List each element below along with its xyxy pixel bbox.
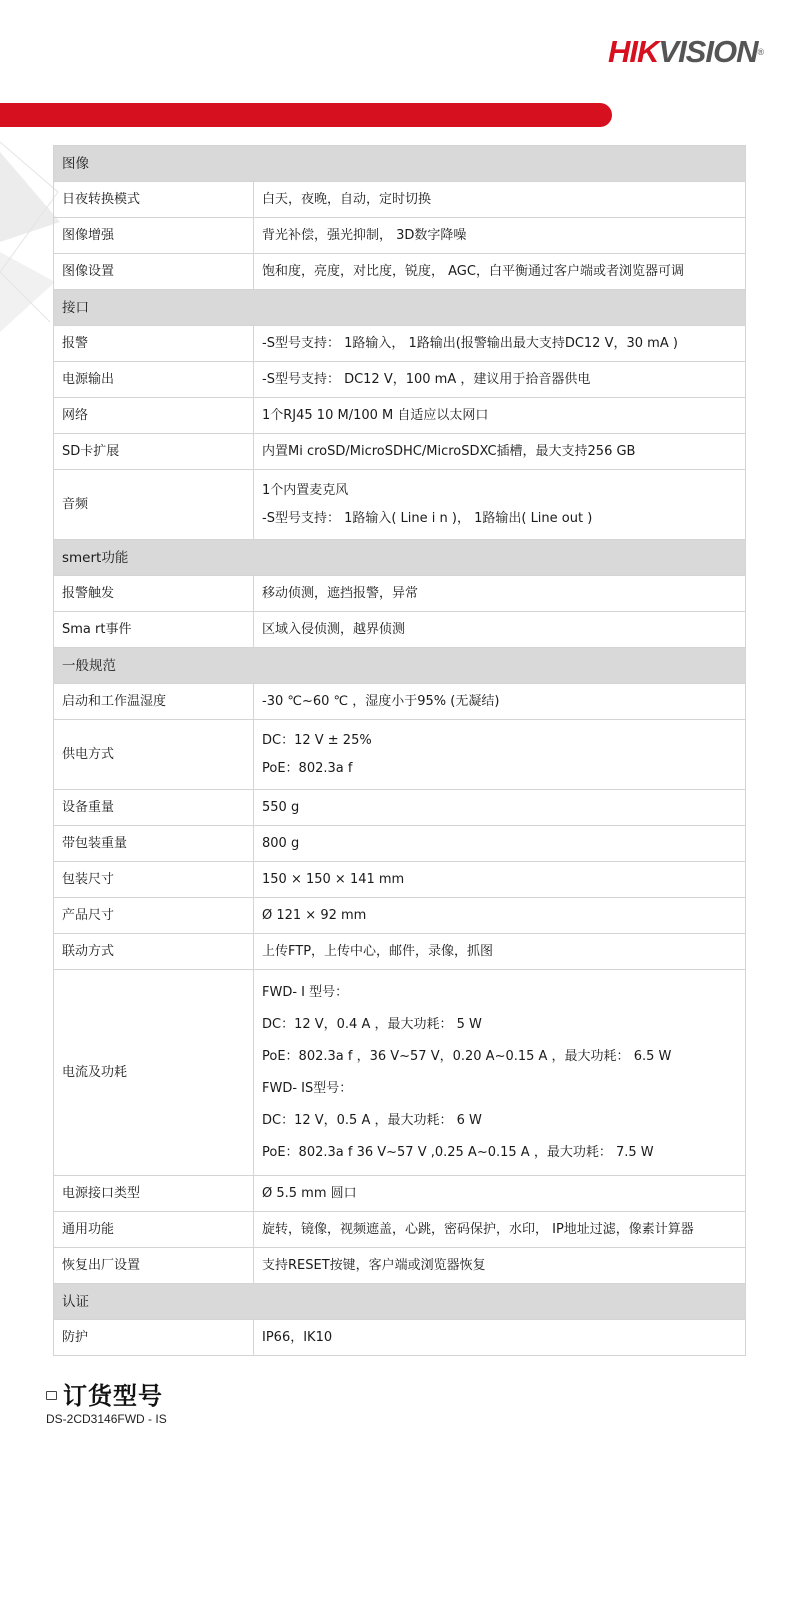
section-title: smert功能: [54, 540, 746, 576]
spec-value-line: FWD- I 型号：: [262, 984, 349, 1000]
spec-label: 电流及功耗: [54, 970, 254, 1176]
spec-label: 图像设置: [54, 254, 254, 290]
spec-label: 防护: [54, 1320, 254, 1356]
spec-value: [254, 362, 746, 398]
spec-label: SD卡扩展: [54, 434, 254, 470]
spec-row: [54, 218, 746, 254]
spec-value-line: -S型号支持： DC12 V，100 mA ，建议用于拾音器供电: [262, 371, 591, 387]
section-header: [54, 540, 746, 576]
spec-value-line: -S型号支持： 1路输入( Line i n )， 1路输出( Line out ): [262, 510, 593, 526]
spec-value-line: 背光补偿，强光抑制， 3D数字降噪: [262, 227, 467, 243]
folder-icon: [46, 1391, 57, 1400]
spec-label: 启动和工作温湿度: [54, 684, 254, 720]
spec-value: [254, 1248, 746, 1284]
spec-value-line: 移动侦测，遮挡报警，异常: [262, 585, 419, 601]
spec-value-line: 550 g: [262, 799, 300, 815]
spec-value-line: -30 ℃~60 ℃ ，湿度小于95% (无凝结): [262, 693, 500, 709]
spec-value: [254, 254, 746, 290]
spec-label: 产品尺寸: [54, 898, 254, 934]
spec-value: [254, 898, 746, 934]
spec-value: [254, 1176, 746, 1212]
spec-value: [254, 1320, 746, 1356]
spec-value: [254, 970, 746, 1176]
spec-value: [254, 862, 746, 898]
spec-value-line: DC：12 V，0.5 A ，最大功耗： 6 W: [262, 1112, 482, 1128]
spec-row: [54, 1176, 746, 1212]
spec-label: 图像增强: [54, 218, 254, 254]
spec-value: [254, 434, 746, 470]
spec-value: [254, 826, 746, 862]
spec-value: [254, 934, 746, 970]
spec-row: [54, 182, 746, 218]
hikvision-logo: HIKVISION®: [608, 34, 764, 69]
spec-label: 联动方式: [54, 934, 254, 970]
spec-value-line: Ø 5.5 mm 圆口: [262, 1185, 357, 1201]
spec-value: [254, 218, 746, 254]
spec-row: [54, 790, 746, 826]
spec-value: [254, 1212, 746, 1248]
spec-value-line: 旋转，镜像，视频遮盖，心跳，密码保护，水印， IP地址过滤，像素计算器: [262, 1221, 694, 1237]
decorative-pattern: [0, 132, 60, 362]
spec-row: [54, 434, 746, 470]
spec-label: 通用功能: [54, 1212, 254, 1248]
section-header: [54, 648, 746, 684]
spec-row: [54, 720, 746, 790]
spec-value-line: FWD- IS型号：: [262, 1080, 353, 1096]
spec-value-line: 150 × 150 × 141 mm: [262, 871, 405, 887]
spec-row: [54, 970, 746, 1176]
spec-value: [254, 612, 746, 648]
spec-value-line: 1个内置麦克风: [262, 482, 349, 498]
spec-row: [54, 362, 746, 398]
spec-row: [54, 1248, 746, 1284]
spec-row: [54, 470, 746, 540]
spec-row: [54, 862, 746, 898]
spec-value-line: PoE：802.3a f ，36 V~57 V，0.20 A~0.15 A ，最大功耗： 6.5 W: [262, 1048, 672, 1064]
spec-value-line: PoE：802.3a f: [262, 760, 353, 776]
spec-row: [54, 576, 746, 612]
spec-value-line: PoE：802.3a f 36 V~57 V ,0.25 A~0.15 A ，最大功耗： 7.5 W: [262, 1144, 654, 1160]
spec-row: [54, 1320, 746, 1356]
spec-label: 电源输出: [54, 362, 254, 398]
spec-value: [254, 326, 746, 362]
spec-value-line: 内置Mi croSD/MicroSDHC/MicroSDXC插槽，最大支持256 GB: [262, 443, 636, 459]
spec-row: [54, 1212, 746, 1248]
spec-value-line: 上传FTP，上传中心，邮件，录像，抓图: [262, 943, 494, 959]
spec-value-line: 区域入侵侦测，越界侦测: [262, 621, 406, 637]
spec-value: [254, 576, 746, 612]
spec-table: [53, 145, 746, 1356]
order-header: [46, 1376, 163, 1410]
spec-value-line: 饱和度，亮度，对比度，锐度， AGC，白平衡通过客户端或者浏览器可调: [262, 263, 684, 279]
spec-label: 带包装重量: [54, 826, 254, 862]
spec-label: 音频: [54, 470, 254, 540]
header-red-bar: [0, 103, 612, 127]
spec-row: [54, 898, 746, 934]
spec-value: [254, 182, 746, 218]
order-title: 订货型号: [63, 1381, 163, 1410]
spec-row: [54, 254, 746, 290]
section-header: [54, 290, 746, 326]
spec-label: 报警触发: [54, 576, 254, 612]
spec-row: [54, 326, 746, 362]
spec-row: [54, 934, 746, 970]
spec-value-line: -S型号支持： 1路输入， 1路输出(报警输出最大支持DC12 V，30 mA ): [262, 335, 678, 351]
spec-value: [254, 470, 746, 540]
section-title: 图像: [54, 146, 746, 182]
spec-label: 设备重量: [54, 790, 254, 826]
spec-value: [254, 720, 746, 790]
spec-value-line: DC：12 V ± 25%: [262, 732, 372, 748]
spec-label: 电源接口类型: [54, 1176, 254, 1212]
spec-label: 日夜转换模式: [54, 182, 254, 218]
order-model-number: DS-2CD3146FWD - IS: [46, 1412, 167, 1426]
spec-value-line: 800 g: [262, 835, 300, 851]
section-title: 一般规范: [54, 648, 746, 684]
spec-value-line: 1个RJ45 10 M/100 M 自适应以太网口: [262, 407, 489, 423]
spec-row: [54, 612, 746, 648]
spec-value-line: IP66，IK10: [262, 1329, 333, 1345]
spec-row: [54, 398, 746, 434]
section-title: 接口: [54, 290, 746, 326]
spec-value-line: DC：12 V，0.4 A ，最大功耗： 5 W: [262, 1016, 482, 1032]
spec-value: [254, 684, 746, 720]
spec-label: 网络: [54, 398, 254, 434]
spec-value: [254, 398, 746, 434]
spec-value-line: Ø 121 × 92 mm: [262, 907, 367, 923]
section-header: [54, 146, 746, 182]
spec-label: Sma rt事件: [54, 612, 254, 648]
spec-value-line: 支持RESET按键，客户端或浏览器恢复: [262, 1257, 486, 1273]
spec-label: 供电方式: [54, 720, 254, 790]
spec-label: 恢复出厂设置: [54, 1248, 254, 1284]
spec-value: [254, 790, 746, 826]
spec-value-line: 白天，夜晚，自动，定时切换: [262, 191, 432, 207]
spec-row: [54, 684, 746, 720]
section-title: 认证: [54, 1284, 746, 1320]
spec-row: [54, 826, 746, 862]
spec-label: 包装尺寸: [54, 862, 254, 898]
spec-label: 报警: [54, 326, 254, 362]
section-header: [54, 1284, 746, 1320]
